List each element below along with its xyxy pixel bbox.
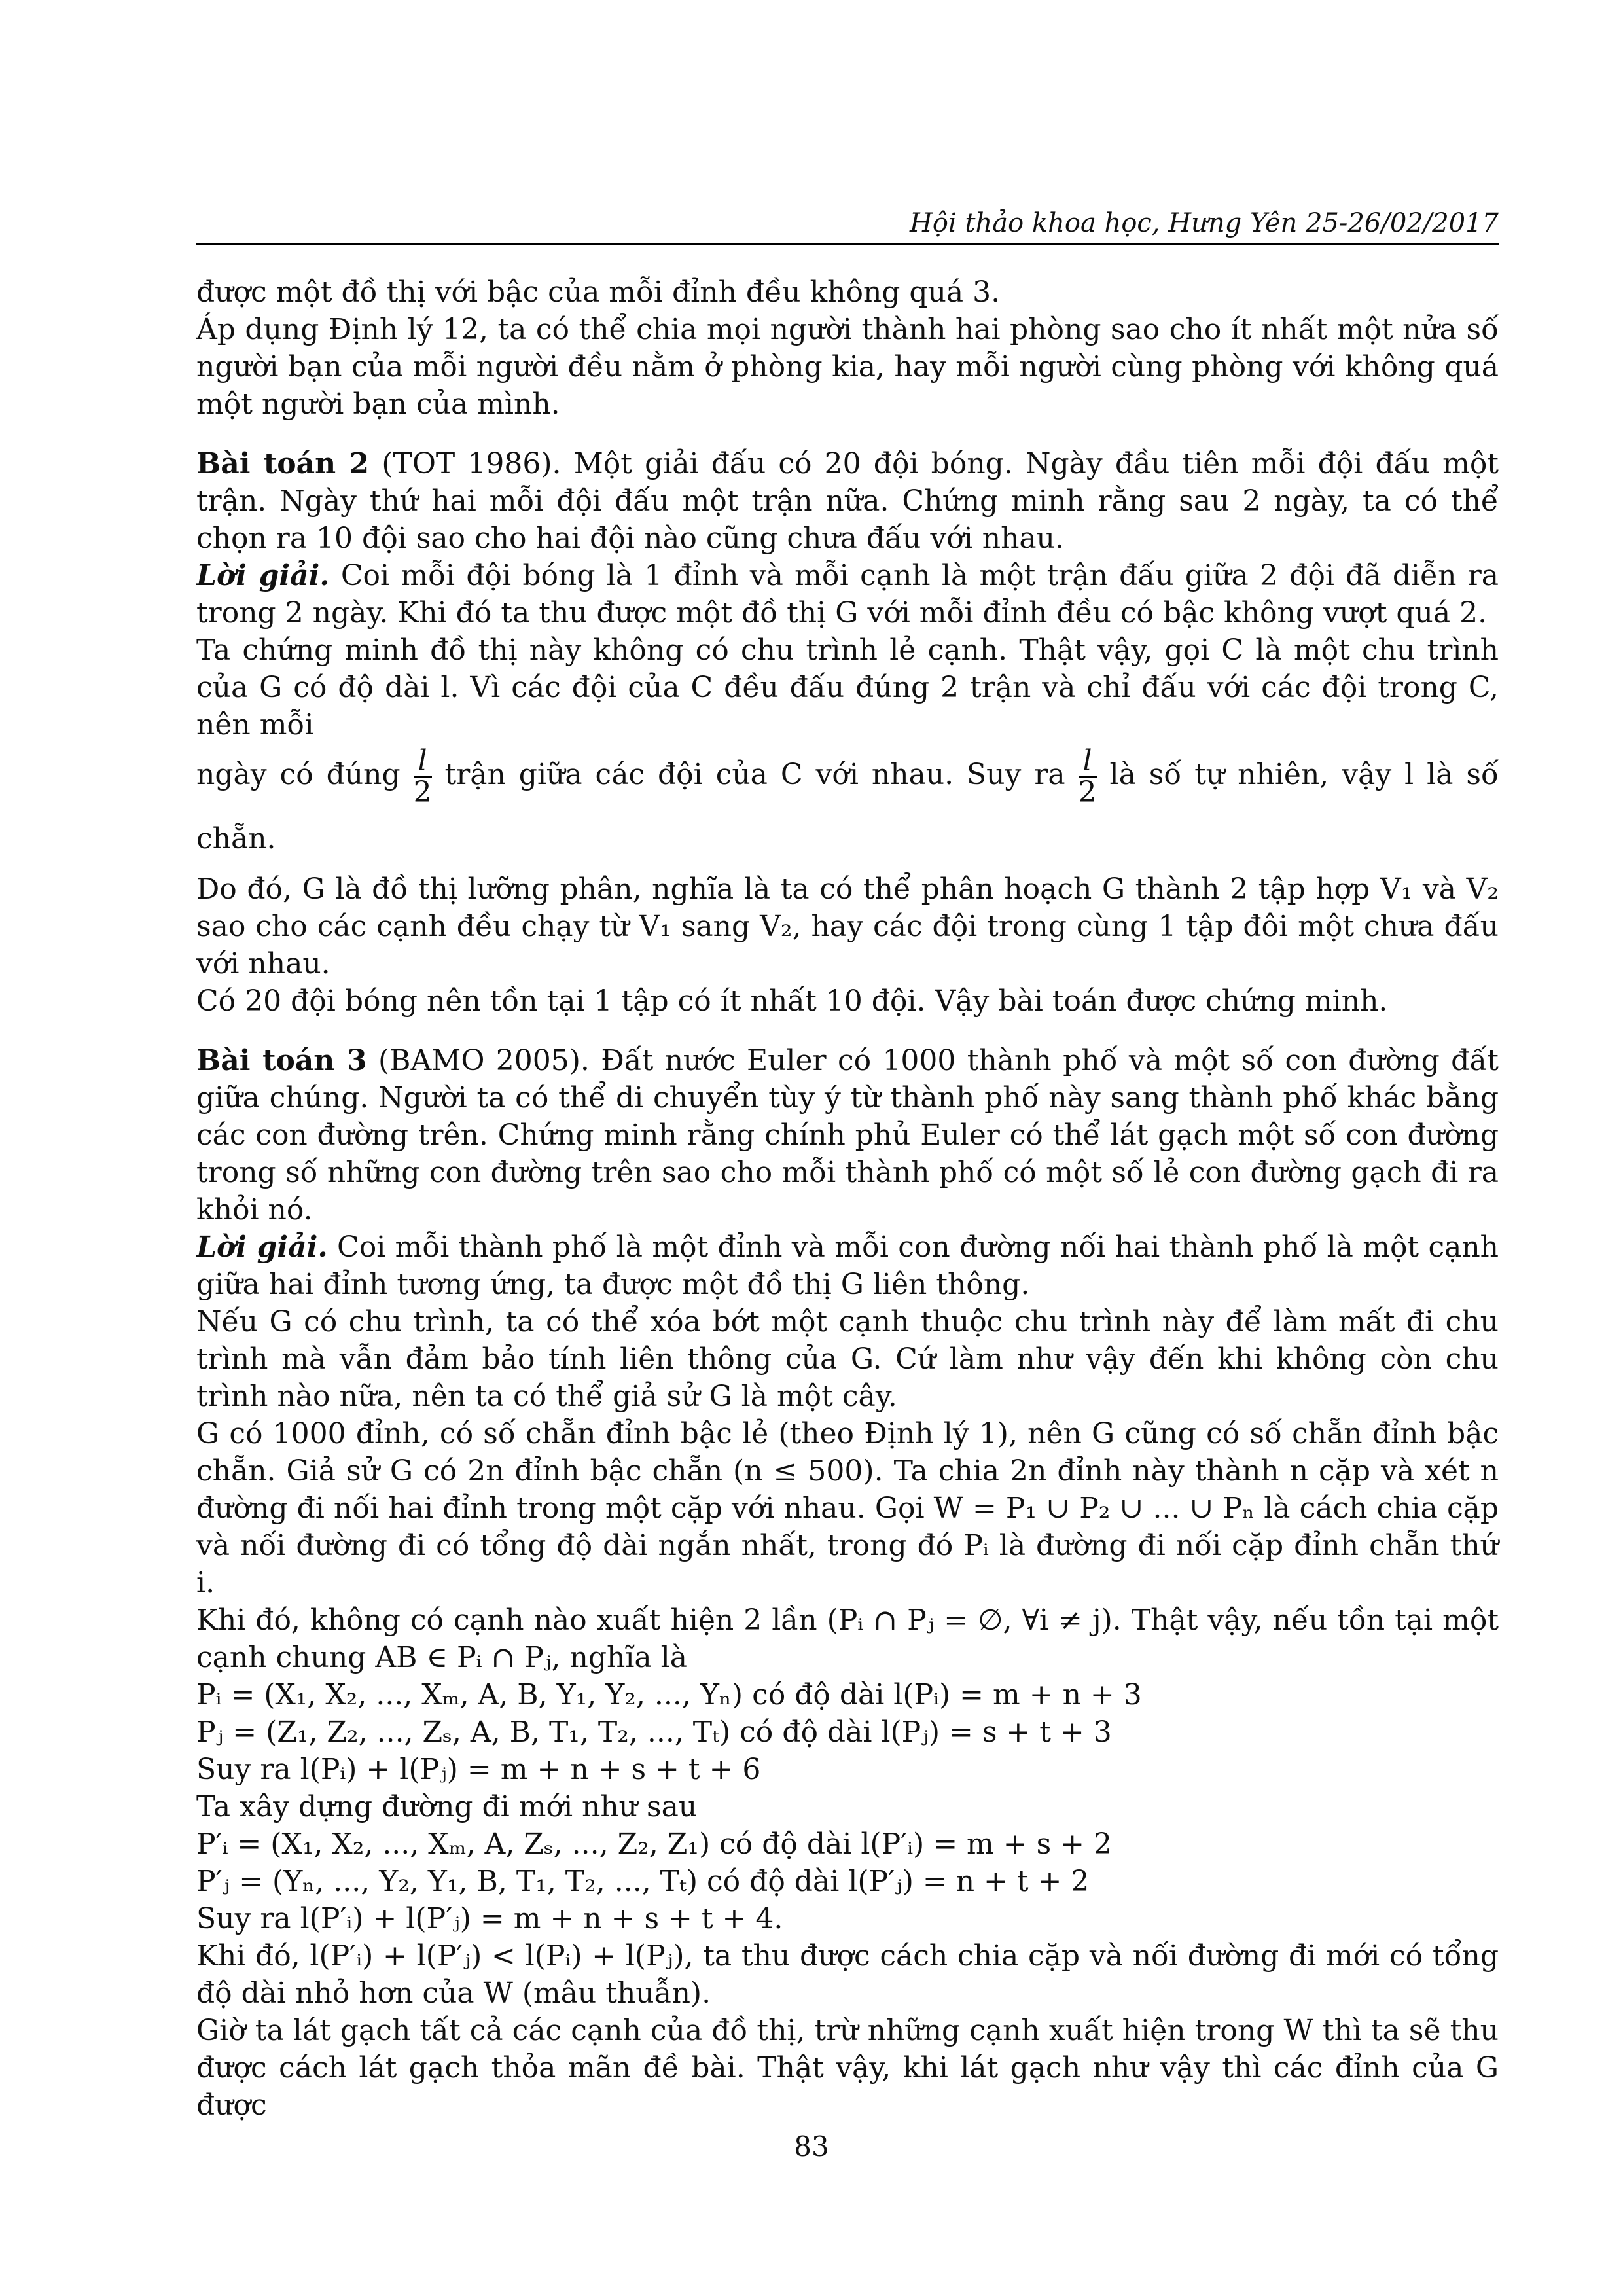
paragraph: Khi đó, l(P′ᵢ) + l(P′ⱼ) < l(Pᵢ) + l(Pⱼ), ta thu được cách chia cặp và nối đường đi mới có tổng độ dài nhỏ hơn của W (mâu thuẫn). (196, 1939, 1499, 2010)
running-header: Hội thảo khoa học, Hưng Yên 25-26/02/2017 (909, 208, 1499, 238)
problem-label: Bài toán 3 (196, 1043, 367, 1077)
equation-line: Suy ra l(Pᵢ) + l(Pⱼ) = m + n + s + t + 6 (196, 1752, 761, 1786)
problem-source: (TOT 1986). (382, 447, 562, 480)
fraction: $\frac{l}{2}$ (1078, 744, 1097, 809)
paragraph: Do đó, G là đồ thị lưỡng phân, nghĩa là ta có thể phân hoạch G thành 2 tập hợp V₁ và V₂ sao cho các cạnh đều chạy từ V₁ sang V₂, hay các đội trong cùng 1 tập đôi một chưa đấu với nhau. (196, 872, 1499, 980)
problem-label: Bài toán 2 (196, 447, 370, 480)
problem-source: (BAMO 2005). (378, 1043, 590, 1077)
equation-line: P′ᵢ = (X₁, X₂, ..., Xₘ, A, Zₛ, ..., Z₂, Z₁) có độ dài l(P′ᵢ) = m + s + 2 (196, 1827, 1113, 1861)
problem-text: Đất nước Euler có 1000 thành phố và một số con đường đất giữa chúng. Người ta có thể di chuyển tùy ý từ thành phố này sang thành phố khác bằng các con đường trên. Chứng minh rằng chính phủ Euler có thể lát gạch một số con đường trong số những con đường trên sao cho mỗi thành phố có một số lẻ con đường gạch đi ra khỏi nó. (196, 1043, 1499, 1227)
solution-3 (196, 1229, 1499, 1303)
problem-2 (196, 445, 1499, 557)
equation-line: P′ⱼ = (Yₙ, ..., Y₂, Y₁, B, T₁, T₂, ..., Tₜ) có độ dài l(P′ⱼ) = n + t + 2 (196, 1864, 1090, 1898)
solution-2 (196, 557, 1499, 632)
page-body (196, 274, 1499, 2124)
solution-text: Coi mỗi đội bóng là 1 đỉnh và mỗi cạnh là một trận đấu giữa 2 đội đã diễn ra trong 2 ngày. Khi đó ta thu được một đồ thị G với mỗi đỉnh đều có bậc không vượt quá 2. (196, 559, 1499, 630)
solution-label: Lời giải. (196, 559, 330, 592)
paragraph: Ta xây dựng đường đi mới như sau (196, 1789, 698, 1823)
solution-text: Coi mỗi thành phố là một đỉnh và mỗi con đường nối hai thành phố là một cạnh giữa hai đỉnh tương ứng, ta được một đồ thị G liên thông. (196, 1230, 1499, 1301)
paragraph: Ta chứng minh đồ thị này không có chu trình lẻ cạnh. Thật vậy, gọi C là một chu trình của G có độ dài l. Vì các đội của C đều đấu đúng 2 trận và chỉ đấu với các đội trong C, nên mỗi (196, 634, 1499, 742)
equation-line: Pᵢ = (X₁, X₂, ..., Xₘ, A, B, Y₁, Y₂, ..., Yₙ) có độ dài l(Pᵢ) = m + n + 3 (196, 1677, 1142, 1712)
paragraph: G có 1000 đỉnh, có số chẵn đỉnh bậc lẻ (theo Định lý 1), nên G cũng có số chẵn đỉnh bậc chẵn. Giả sử G có 2n đỉnh bậc chẵn (n ≤ 500). Ta chia 2n đỉnh này thành n cặp và xét n đường đi nối hai đỉnh trong một cặp với nhau. Gọi W = P₁ ∪ P₂ ∪ ... ∪ Pₙ là cách chia cặp và nối đường đi có tổng độ dài ngắn nhất, trong đó Pᵢ là đường đi nối cặp đỉnh chẵn thứ i. (196, 1416, 1499, 1600)
page-number: 83 (794, 2130, 829, 2162)
equation-line: Suy ra l(P′ᵢ) + l(P′ⱼ) = m + n + s + t + 4. (196, 1901, 783, 1935)
paragraph-with-fraction: ngày có đúng $\frac{l}{2}$ trận giữa các đội của C với nhau. Suy ra $\frac{l}{2}$ là số tự nhiên, vậy l là số chẵn. (196, 744, 1499, 855)
equation-line: Pⱼ = (Z₁, Z₂, ..., Zₛ, A, B, T₁, T₂, ..., Tₜ) có độ dài l(Pⱼ) = s + t + 3 (196, 1715, 1112, 1749)
paragraph: Khi đó, không có cạnh nào xuất hiện 2 lần (Pᵢ ∩ Pⱼ = ∅, ∀i ≠ j). Thật vậy, nếu tồn tại một cạnh chung AB ∈ Pᵢ ∩ Pⱼ, nghĩa là (196, 1603, 1499, 1674)
problem-3 (196, 1042, 1499, 1229)
paragraph: Nếu G có chu trình, ta có thể xóa bớt một cạnh thuộc chu trình này để làm mất đi chu trình mà vẫn đảm bảo tính liên thông của G. Cứ làm như vậy đến khi không còn chu trình nào nữa, nên ta có thể giả sử G là một cây. (196, 1304, 1499, 1413)
paragraph: Có 20 đội bóng nên tồn tại 1 tập có ít nhất 10 đội. Vậy bài toán được chứng minh. (196, 984, 1388, 1018)
problem-text: Một giải đấu có 20 đội bóng. Ngày đầu tiên mỗi đội đấu một trận. Ngày thứ hai mỗi đội đấu một trận nữa. Chứng minh rằng sau 2 ngày, ta có thể chọn ra 10 đội sao cho hai đội nào cũng chưa đấu với nhau. (196, 447, 1499, 555)
header-rule (196, 243, 1499, 245)
paragraph: Áp dụng Định lý 12, ta có thể chia mọi người thành hai phòng sao cho ít nhất một nửa số người bạn của mỗi người đều nằm ở phòng kia, hay mỗi người cùng phòng với không quá một người bạn của mình. (196, 313, 1499, 421)
paragraph: được một đồ thị với bậc của mỗi đỉnh đều không quá 3. (196, 276, 1001, 309)
fraction: $\frac{l}{2}$ (413, 744, 432, 809)
paragraph: Giờ ta lát gạch tất cả các cạnh của đồ thị, trừ những cạnh xuất hiện trong W thì ta sẽ thu được cách lát gạch thỏa mãn đề bài. Thật vậy, khi lát gạch như vậy thì các đỉnh của G được (196, 2013, 1499, 2122)
solution-label: Lời giải. (196, 1230, 328, 1264)
